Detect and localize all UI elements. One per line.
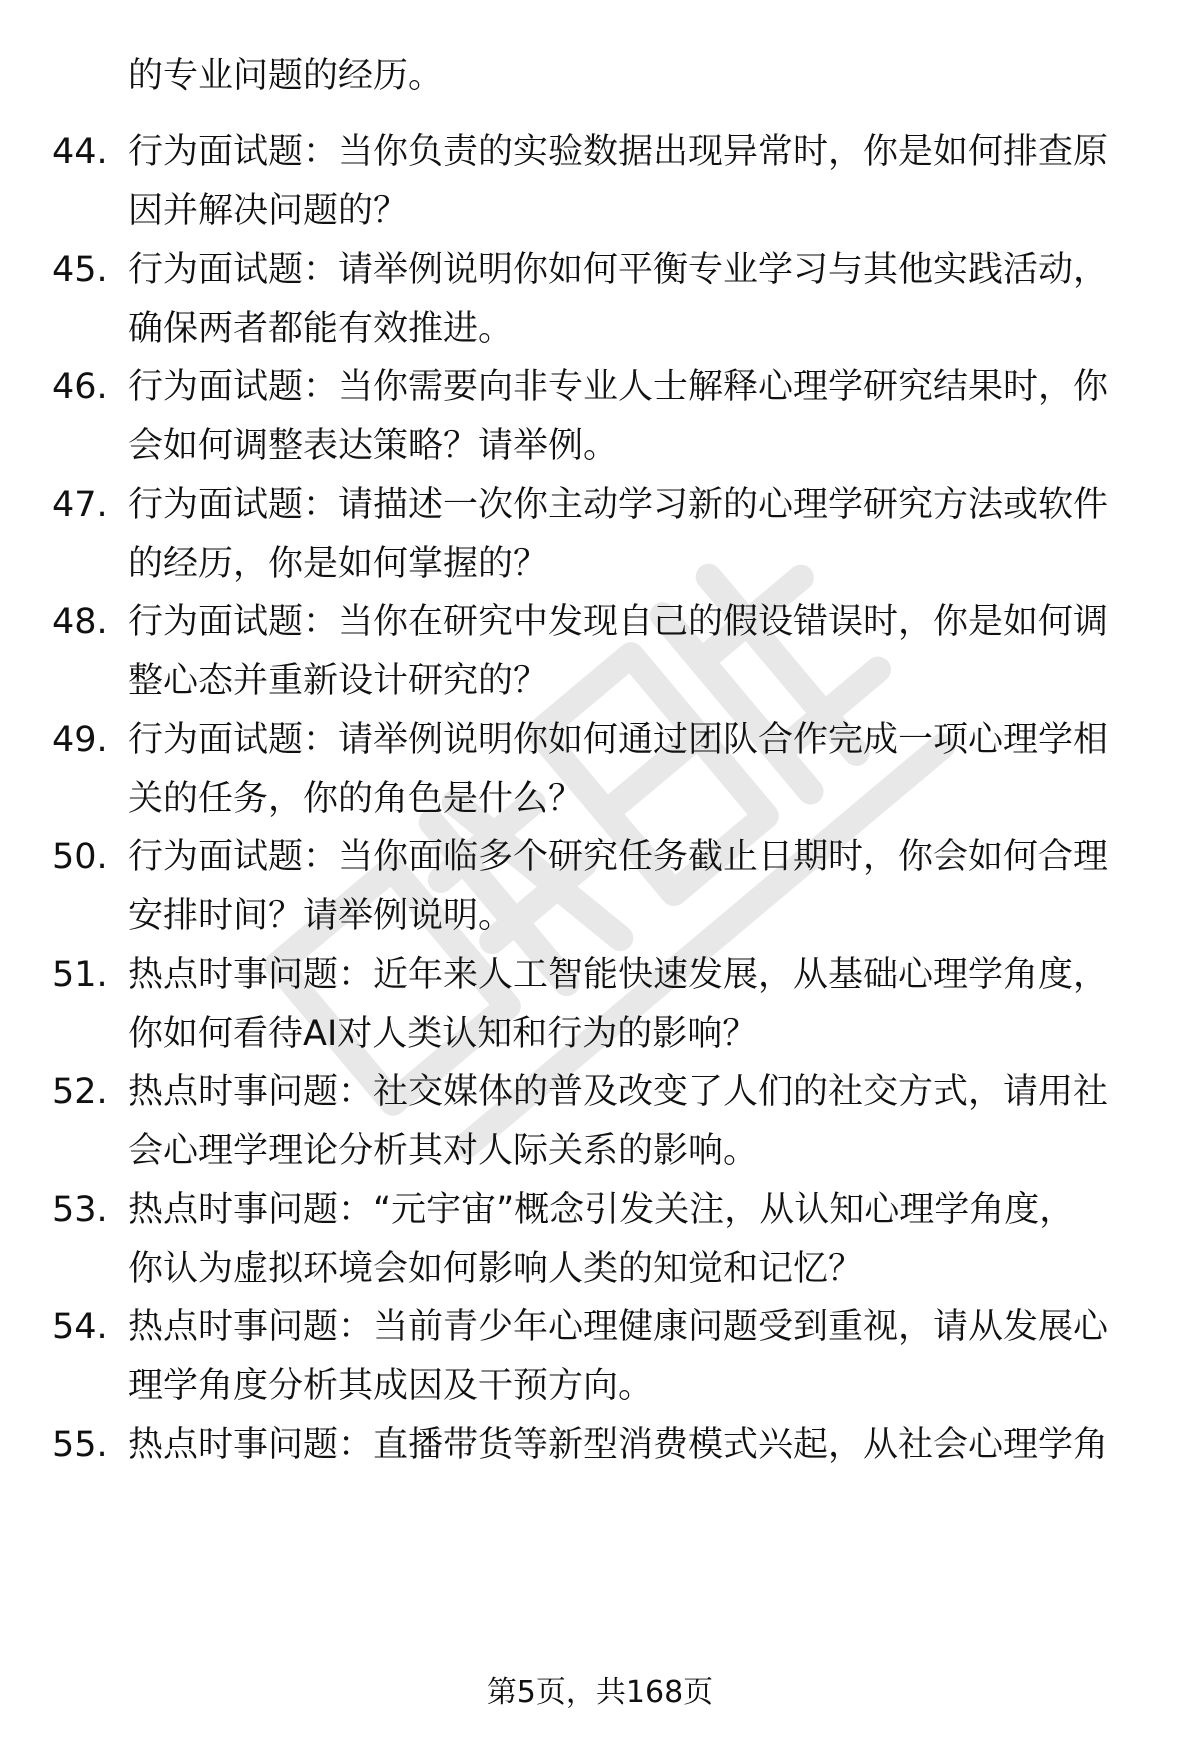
item-number: 44. [52, 132, 108, 172]
item-text-line: 你如何看待AI对人类认知和行为的影响？ [128, 1014, 758, 1054]
item-text-line: 因并解决问题的？ [128, 191, 409, 231]
item-text-line: 热点时事问题：社交媒体的普及改变了人们的社交方式，请用社 [128, 1072, 1109, 1112]
item-text-line: 的经历，你是如何掌握的？ [128, 544, 549, 584]
item-number: 52. [52, 1072, 108, 1112]
item-text-line: 热点时事问题：近年来人工智能快速发展，从基础心理学角度， [128, 955, 1109, 995]
item-text-line: 热点时事问题：当前青少年心理健康问题受到重视，请从发展心 [128, 1307, 1109, 1347]
item-text-line: 行为面试题：当你需要向非专业人士解释心理学研究结果时，你 [128, 367, 1109, 407]
item-text-line: 行为面试题：请举例说明你如何平衡专业学习与其他实践活动， [128, 250, 1109, 290]
item-number: 48. [52, 602, 108, 642]
item-number: 45. [52, 250, 108, 290]
item-text-line: 热点时事问题：直播带货等新型消费模式兴起，从社会心理学角 [128, 1425, 1109, 1465]
item-number: 46. [52, 367, 108, 407]
item-text-line: 整心态并重新设计研究的？ [128, 661, 549, 701]
item-number: 53. [52, 1190, 108, 1230]
item-text-line: 行为面试题：当你面临多个研究任务截止日期时，你会如何合理 [128, 837, 1109, 877]
item-text-line: 行为面试题：请描述一次你主动学习新的心理学研究方法或软件 [128, 485, 1109, 525]
item-number: 49. [52, 720, 108, 760]
item-text-line: 会如何调整表达策略？请举例。 [128, 426, 619, 466]
item-text-line: 行为面试题：请举例说明你如何通过团队合作完成一项心理学相 [128, 720, 1109, 760]
item-text-line: 安排时间？请举例说明。 [128, 896, 514, 936]
item-number: 50. [52, 837, 108, 877]
item-text-line: 关的任务，你的角色是什么？ [128, 779, 584, 819]
page-number-footer: 第5页，共168页 [486, 1675, 714, 1710]
item-number: 55. [52, 1425, 108, 1465]
continuation-text: 的专业问题的经历。 [128, 56, 444, 96]
item-number: 47. [52, 485, 108, 525]
item-text-line: 热点时事问题：“元宇宙”概念引发关注，从认知心理学角度， [128, 1190, 1075, 1230]
item-text-line: 你认为虚拟环境会如何影响人类的知觉和记忆？ [128, 1249, 864, 1289]
item-number: 51. [52, 955, 108, 995]
item-text-line: 会心理学理论分析其对人际关系的影响。 [128, 1131, 759, 1171]
item-text-line: 理学角度分析其成因及干预方向。 [128, 1366, 654, 1406]
item-number: 54. [52, 1307, 108, 1347]
item-text-line: 行为面试题：当你负责的实验数据出现异常时，你是如何排查原 [128, 132, 1109, 172]
item-text-line: 确保两者都能有效推进。 [128, 309, 514, 349]
item-text-line: 行为面试题：当你在研究中发现自己的假设错误时，你是如何调 [128, 602, 1109, 642]
